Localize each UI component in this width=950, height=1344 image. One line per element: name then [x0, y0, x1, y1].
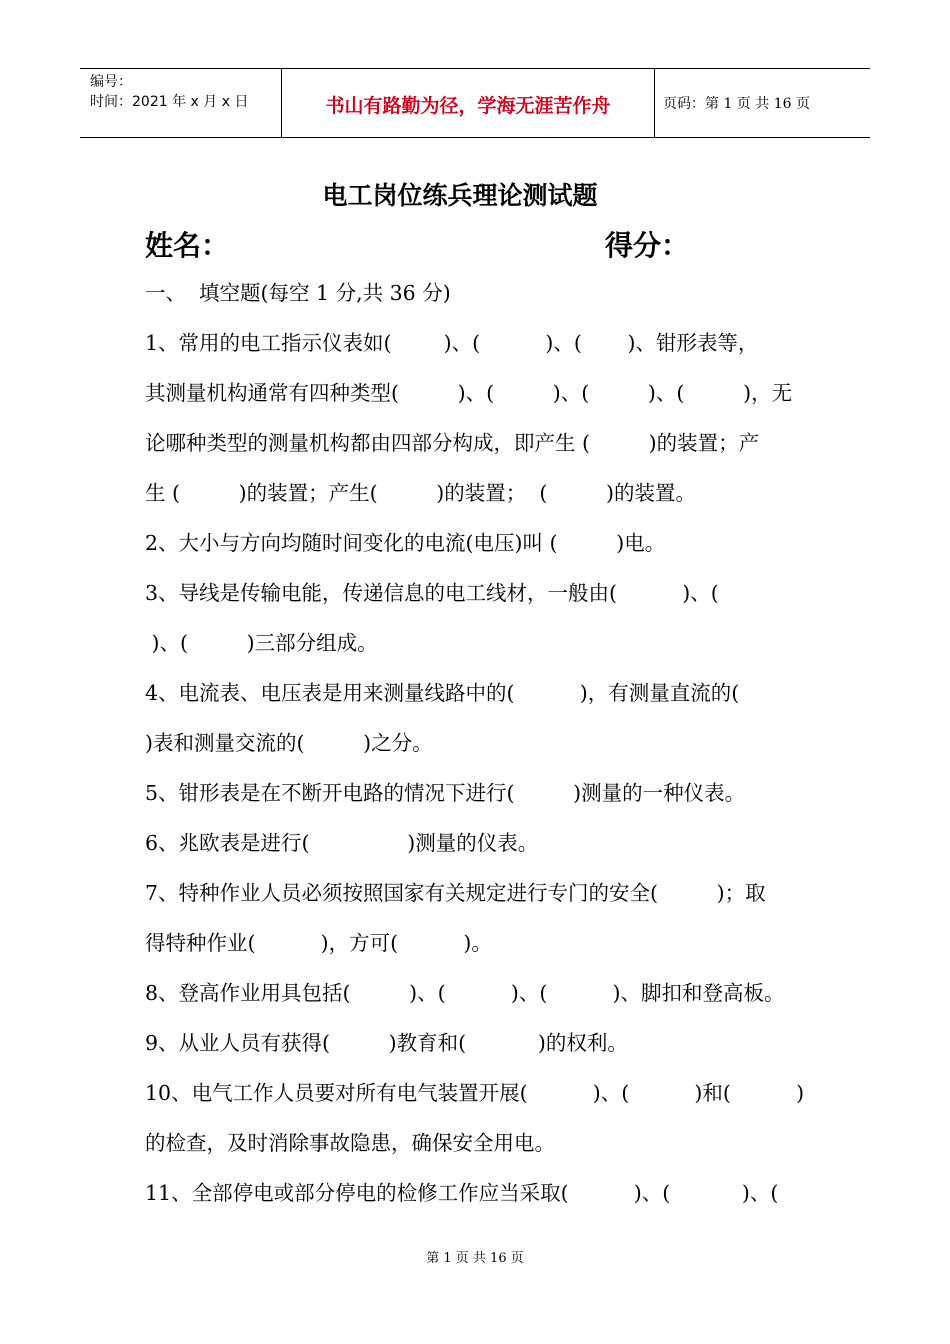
question-line: 10、电气工作人员要对所有电气装置开展( )、( )和( ): [145, 1081, 805, 1105]
header-page-cell: [655, 69, 870, 137]
question-line: 5、钳形表是在不断开电路的情况下进行( )测量的一种仪表。: [145, 781, 746, 805]
page-header: [80, 68, 870, 138]
question-line: 4、电流表、电压表是用来测量线路中的( )，有测量直流的(: [145, 681, 740, 705]
section-heading: 一、 填空题(每空 1 分,共 36 分): [145, 281, 451, 305]
question-line: )、( )三部分组成。: [145, 631, 378, 655]
question-line: 7、特种作业人员必须按照国家有关规定进行专门的安全( )；取: [145, 881, 766, 905]
motto: 书山有路勤为径，学海无涯苦作舟: [325, 95, 611, 117]
header-motto-cell: [282, 69, 655, 137]
question-line: 生 ( )的装置；产生( )的装置； ( )的装置。: [145, 481, 696, 505]
question-line: 论哪种类型的测量机构都由四部分构成，即产生 ( )的装置；产: [145, 431, 760, 455]
question-body: [145, 278, 810, 1228]
question-line: 3、导线是传输电能，传递信息的电工线材，一般由( )、(: [145, 581, 719, 605]
question-line: 11、全部停电或部分停电的检修工作应当采取( )、( )、(: [145, 1181, 779, 1205]
question-line: 6、兆欧表是进行( )测量的仪表。: [145, 831, 539, 855]
question-line: 8、登高作业用具包括( )、( )、( )、脚扣和登高板。: [145, 981, 785, 1005]
score-label: 得分：: [605, 229, 690, 262]
date-label: 时间：2021 年 x 月 x 日: [90, 94, 249, 110]
question-line: 的检查，及时消除事故隐患，确保安全用电。: [145, 1131, 555, 1155]
question-line: )表和测量交流的( )之分。: [145, 731, 433, 755]
question-line: 1、常用的电工指示仪表如( )、( )、( )、钳形表等，: [145, 331, 759, 355]
question-line: 得特种作业( )，方可( )。: [145, 931, 492, 955]
exam-title: 电工岗位练兵理论测试题: [322, 181, 598, 210]
page-footer: 第 1 页 共 16 页: [426, 1251, 524, 1266]
question-line: 2、大小与方向均随时间变化的电流(电压)叫 ( )电。: [145, 531, 666, 555]
page-number-info: 页码：第 1 页 共 16 页: [663, 96, 810, 112]
question-line: 9、从业人员有获得( )教育和( )的权利。: [145, 1031, 628, 1055]
serial-number-label: 编号：: [90, 74, 132, 90]
question-line: 其测量机构通常有四种类型( )、( )、( )、( )，无: [145, 381, 793, 405]
header-info-cell: [80, 69, 282, 137]
name-label: 姓名：: [145, 229, 230, 262]
